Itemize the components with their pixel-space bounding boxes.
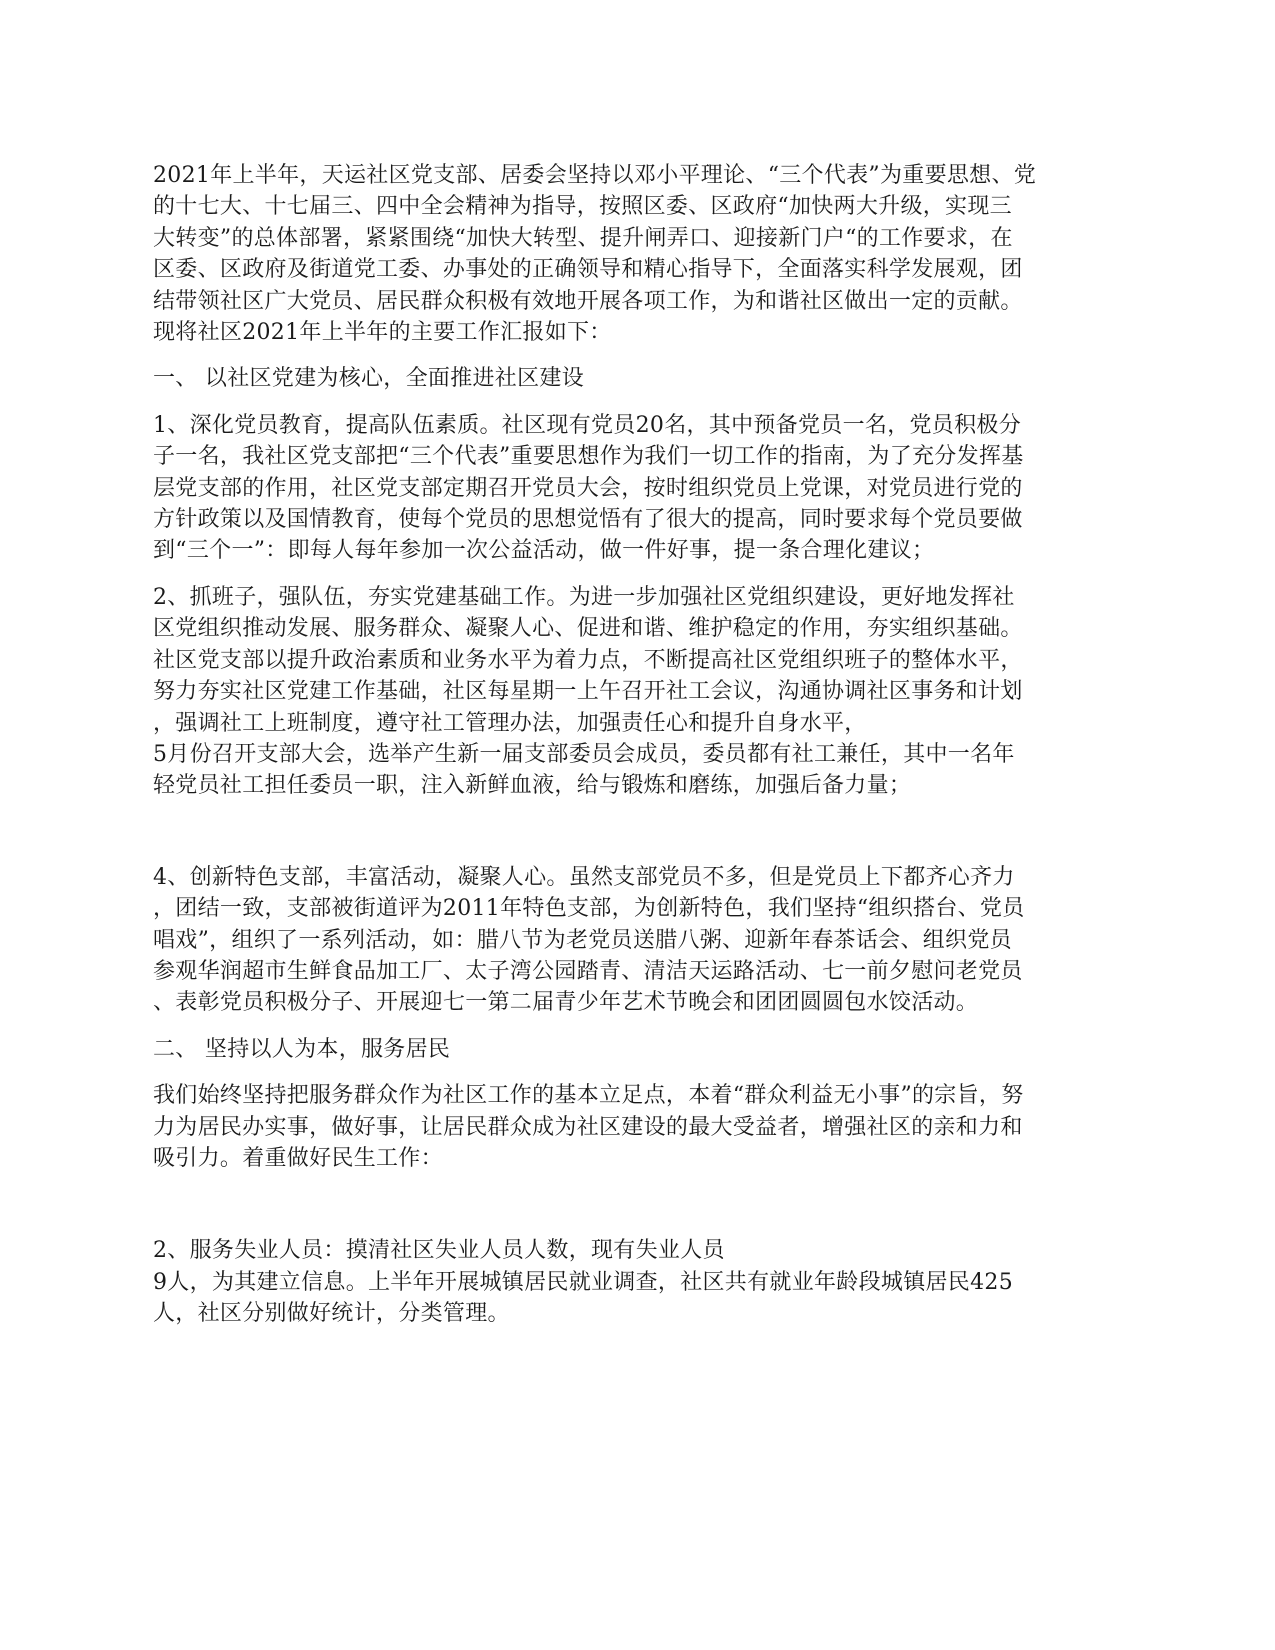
unemployment-paragraph (153, 1235, 1128, 1329)
text-line: 现将社区2021年上半年的主要工作汇报如下： (153, 320, 612, 346)
document-body (153, 160, 1128, 1345)
text-line: 轻党员社工担任委员一职，注入新鲜血液，给与锻炼和磨练，加强后备力量； (153, 773, 912, 799)
text-line: 力为居民办实事，做好事，让居民群众成为社区建设的最大受益者，增强社区的亲和力和 (153, 1114, 1023, 1140)
text-line: 的十七大、十七届三、四中全会精神为指导，按照区委、区政府“加快两大升级，实现三 (153, 194, 1012, 220)
blank-space (153, 1189, 1128, 1235)
text-line: 到“三个一”：即每人每年参加一次公益活动，做一件好事，提一条合理化建议； (153, 538, 935, 564)
text-line: 2、抓班子，强队伍，夯实党建基础工作。为进一步加强社区党组织建设，更好地发挥社 (153, 584, 1015, 610)
section-heading-1 (153, 363, 1128, 394)
intro-paragraph (153, 160, 1128, 348)
text-line: 唱戏”，组织了一系列活动，如：腊八节为老党员送腊八粥、迎新年春茶话会、组织党员 (153, 927, 1012, 953)
text-line: ，团结一致，支部被街道评为2011年特色支部，为创新特色，我们坚持“组织搭台、党员 (153, 896, 1025, 922)
text-line: 9人，为其建立信息。上半年开展城镇居民就业调查，社区共有就业年龄段城镇居民425 (153, 1269, 1013, 1295)
text-line: 5月份召开支部大会，选举产生新一届支部委员会成员，委员都有社工兼任，其中一名年 (153, 741, 1015, 767)
text-line: 努力夯实社区党建工作基础，社区每星期一上午召开社工会议，沟通协调社区事务和计划 (153, 679, 1023, 705)
text-line: 方针政策以及国情教育，使每个党员的思想觉悟有了很大的提高，同时要求每个党员要做 (153, 507, 1023, 533)
text-line: 1、深化党员教育，提高队伍素质。社区现有党员20名，其中预备党员一名，党员积极分 (153, 412, 1021, 438)
text-line: 2、服务失业人员：摸清社区失业人员人数，现有失业人员 (153, 1238, 725, 1264)
blank-space (153, 817, 1128, 862)
text-line: 大转变”的总体部署，紧紧围绕“加快大转型、提升闸弄口、迎接新门户“的工作要求，在 (153, 225, 1013, 251)
heading-text: 一、 以社区党建为核心，全面推进社区建设 (153, 366, 584, 392)
text-line: ，强调社工上班制度，遵守社工管理办法，加强责任心和提升自身水平， (153, 710, 867, 736)
text-line: 我们始终坚持把服务群众作为社区工作的基本立足点，本着“群众利益无小事”的宗旨，努 (153, 1083, 1024, 1109)
text-line: 参观华润超市生鲜食品加工厂、太子湾公园踏青、清洁天运路活动、七一前夕慰问老党员 (153, 958, 1023, 984)
text-line: 、表彰党员积极分子、开展迎七一第二届青少年艺术节晚会和团团圆圆包水饺活动。 (153, 990, 979, 1016)
text-line: 区委、区政府及街道党工委、办事处的正确领导和精心指导下，全面落实科学发展观，团 (153, 257, 1023, 283)
party-education-paragraph (153, 410, 1128, 567)
text-line: 4、创新特色支部，丰富活动，凝聚人心。虽然支部党员不多，但是党员上下都齐心齐力 (153, 864, 1015, 890)
text-line: 结带领社区广大党员、居民群众积极有效地开展各项工作，为和谐社区做出一定的贡献。 (153, 288, 1023, 314)
text-line: 社区党支部以提升政治素质和业务水平为着力点，不断提高社区党组织班子的整体水平， (153, 647, 1023, 673)
text-line: 子一名，我社区党支部把“三个代表”重要思想作为我们一切工作的指南，为了充分发挥基 (153, 444, 1024, 470)
text-line: 吸引力。着重做好民生工作： (153, 1145, 443, 1171)
text-line: 2021年上半年，天运社区党支部、居委会坚持以邓小平理论、“三个代表”为重要思想、党 (153, 163, 1037, 188)
heading-text: 二、 坚持以人为本，服务居民 (153, 1036, 451, 1062)
special-branch-paragraph (153, 862, 1128, 1019)
team-building-paragraph (153, 582, 1128, 802)
text-line: 区党组织推动发展、服务群众、凝聚人心、促进和谐、维护稳定的作用，夯实组织基础。 (153, 616, 1023, 642)
section-heading-2 (153, 1034, 1128, 1065)
text-line: 层党支部的作用，社区党支部定期召开党员大会，按时组织党员上党课，对党员进行党的 (153, 475, 1023, 501)
text-line: 人，社区分别做好统计，分类管理。 (153, 1301, 510, 1327)
serve-residents-paragraph (153, 1080, 1128, 1174)
